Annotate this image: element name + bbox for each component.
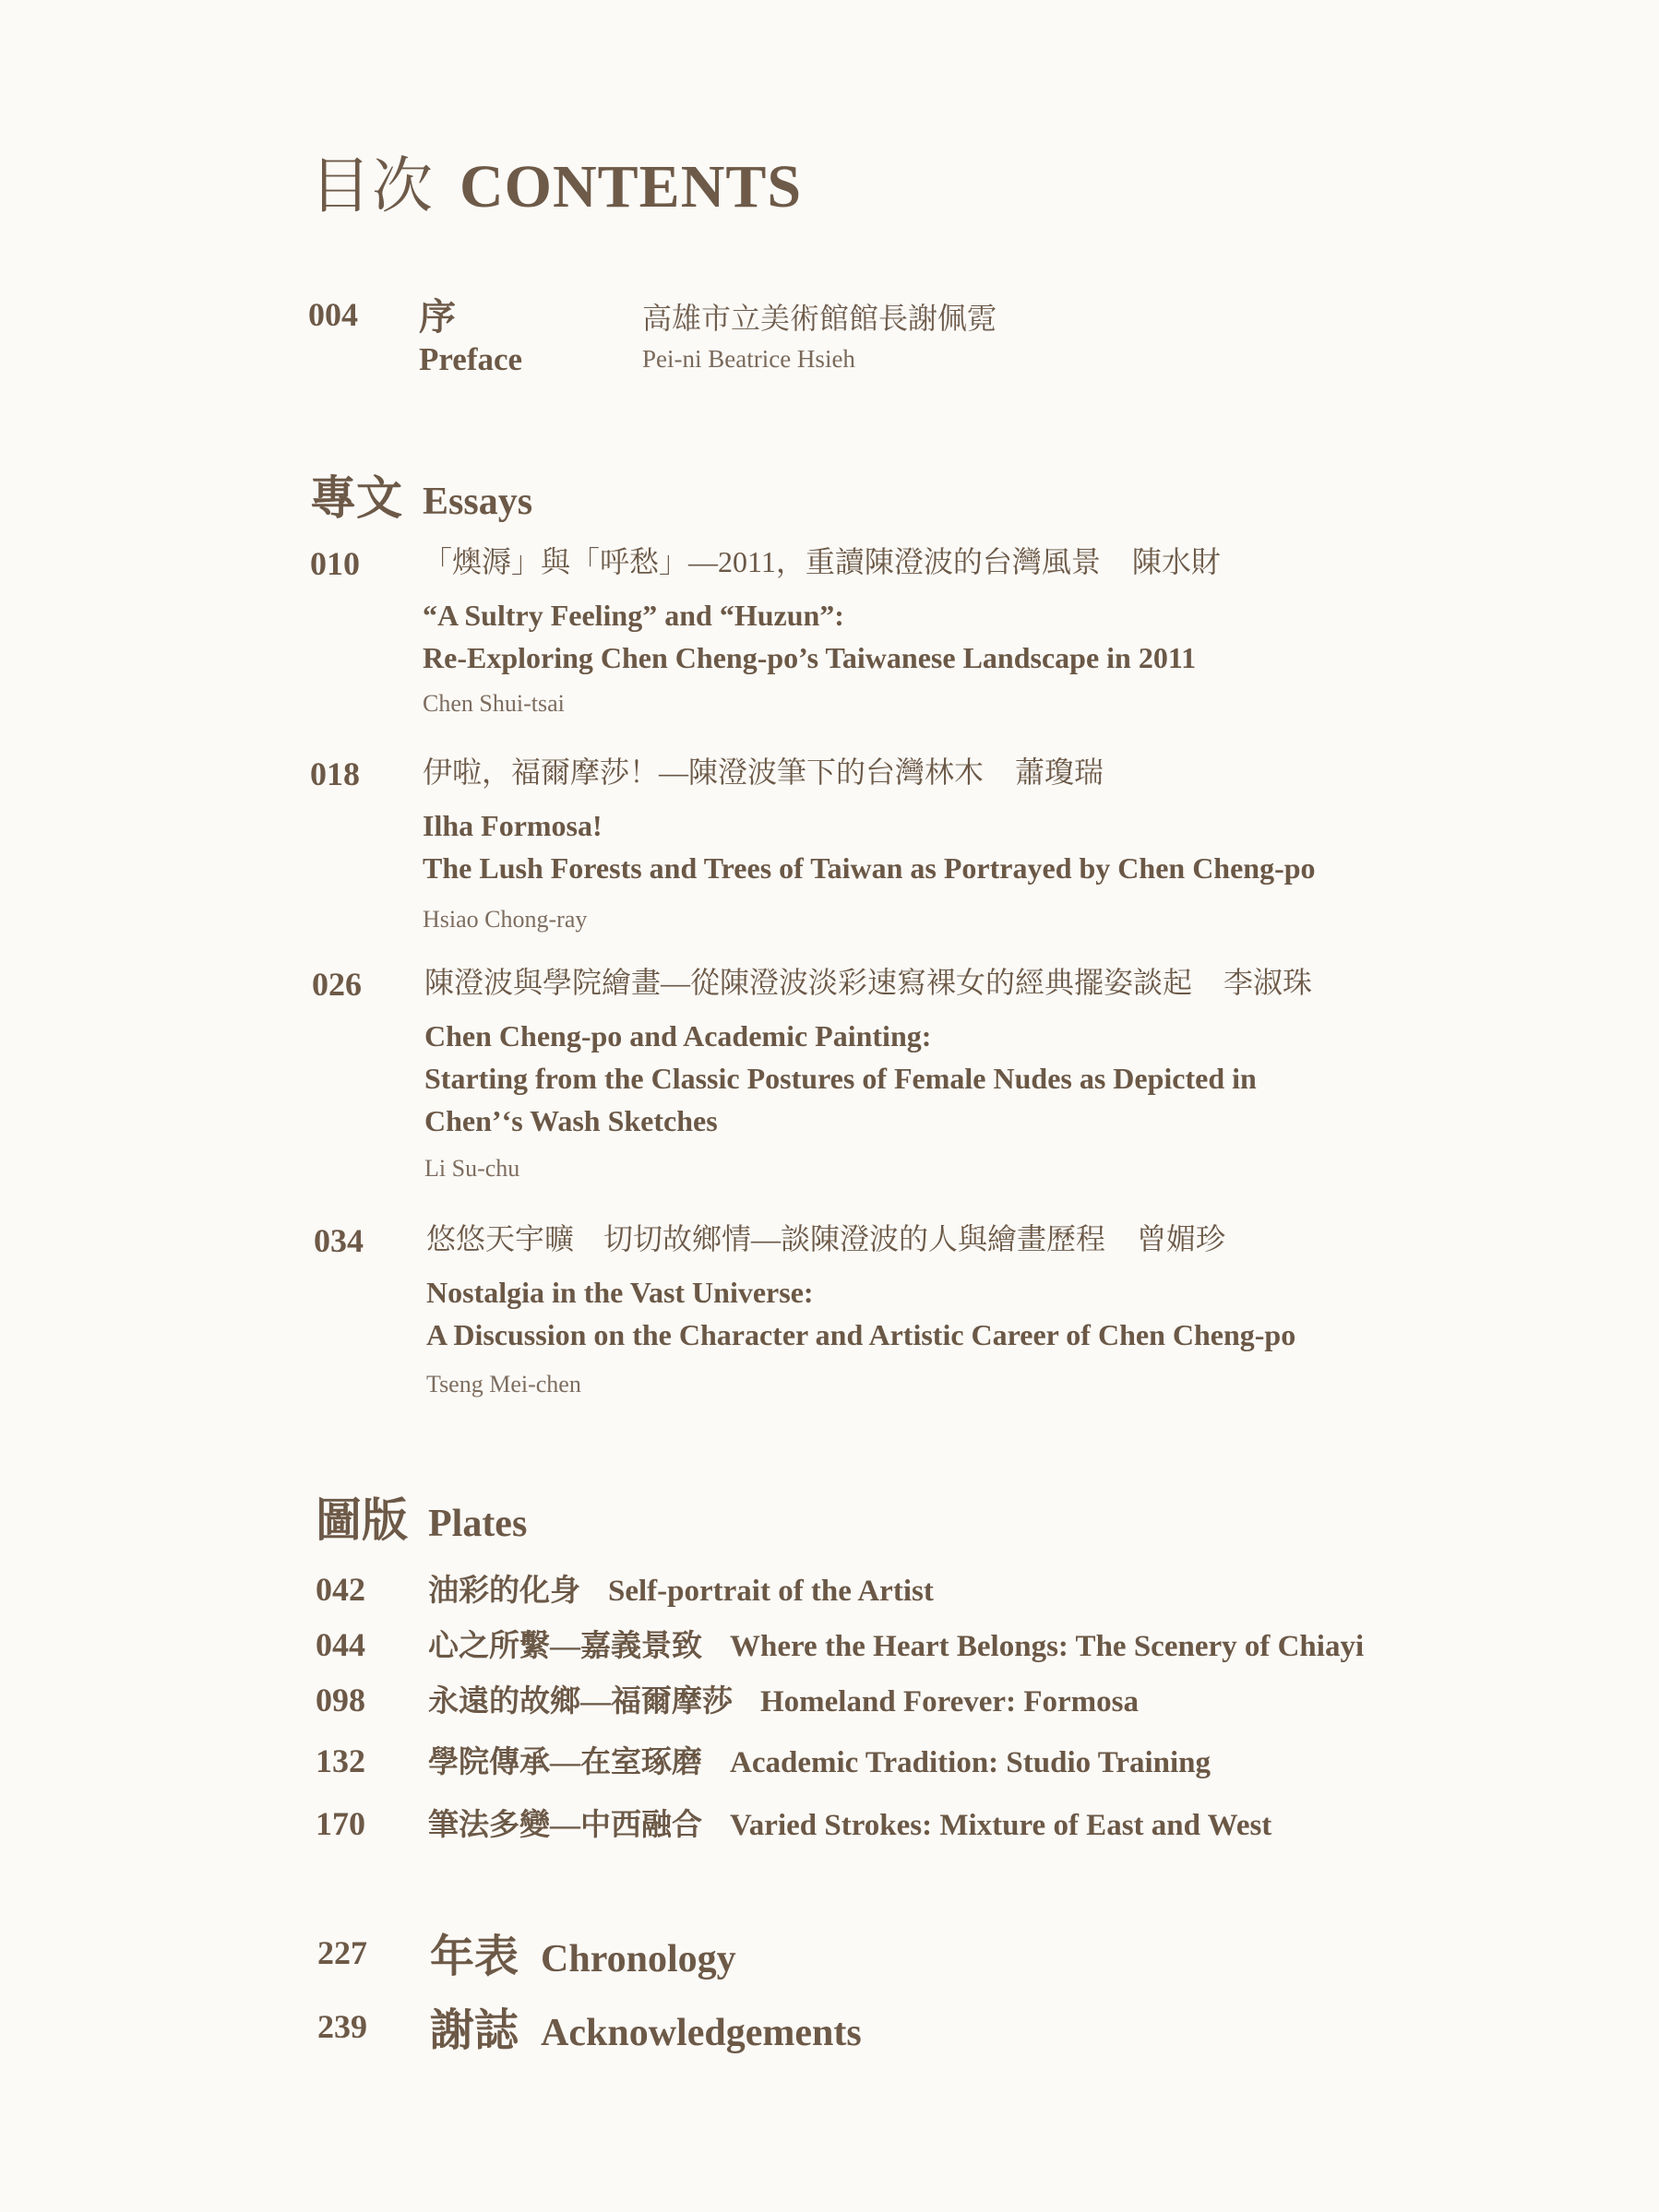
essay-title-en: Nostalgia in the Vast Universe: A Discussion on the Character and Artistic Career of Chen Cheng-po [426,1276,1296,1351]
essay-title-zh: 悠悠天宇曠 切切故鄉情—談陳澄波的人與繪畫歷程 曾媚珍 [426,1222,1226,1255]
author-en: Pei-ni Beatrice Hsieh [642,345,855,373]
plate-title: 筆法多變—中西融合 Varied Strokes: Mixture of East and West [428,1809,1272,1842]
plate-title: 永遠的故鄉—福爾摩莎 Homeland Forever: Formosa [428,1685,1139,1718]
page-number: 034 [314,1222,364,1259]
page-number: 170 [316,1805,365,1842]
page-number: 010 [310,545,360,582]
author-zh: 陳水財 [1131,545,1221,578]
author-zh: 蕭瓊瑞 [1015,755,1104,789]
author-en: Hsiao Chong-ray [423,906,588,933]
plate-title: 心之所繫—嘉義景致 Where the Heart Belongs: The Scenery of Chiayi [428,1630,1365,1663]
author-en: Chen Shui-tsai [423,690,565,717]
page-number: 042 [316,1571,365,1608]
section-heading-plates: 圖版 Plates [316,1494,528,1546]
entry-title-en: Preface [419,341,523,377]
author-zh: 曾媚珍 [1137,1222,1226,1255]
entry-title-zh: 序 [419,296,456,338]
page-title: 目次 CONTENTS [310,153,803,220]
essay-title-en: “A Sultry Feeling” and “Huzun”: Re-Exploring Chen Cheng-po’s Taiwanese Landscape in 2011 [423,599,1197,674]
author-en: Li Su-chu [424,1155,520,1182]
page-number: 098 [316,1682,365,1718]
essay-title-en: Ilha Formosa! The Lush Forests and Trees of Taiwan as Portrayed by Chen Cheng-po [423,809,1316,885]
page-number: 004 [308,296,358,333]
page-number: 132 [316,1742,365,1779]
page-number: 227 [317,1934,367,1971]
page-number: 026 [312,966,362,1003]
page-number: 044 [316,1626,365,1663]
page-number: 018 [310,755,360,792]
author-en: Tseng Mei-chen [426,1371,581,1397]
section-heading-essays: 專文 Essays [310,472,533,524]
author-zh: 李淑珠 [1223,966,1313,999]
entry-title: 年表 Chronology [430,1933,736,1981]
essay-title-zh: 伊啦，福爾摩莎！—陳澄波筆下的台灣林木 蕭瓊瑞 [423,755,1104,789]
author-zh: 高雄市立美術館館長謝佩霓 [642,302,997,335]
essay-title-zh: 「燠溽」與「呼愁」—2011，重讀陳澄波的台灣風景 陳水財 [423,545,1221,578]
plate-title: 學院傳承—在室琢磨 Academic Tradition: Studio Training [428,1746,1211,1779]
page-number: 239 [317,2008,367,2045]
essay-title-en: Chen Cheng-po and Academic Painting: Starting from the Classic Postures of Female Nudes as Depicted in Chen’‘s Wash Sketches [424,1019,1257,1137]
essay-title-zh: 陳澄波與學院繪畫—從陳澄波淡彩速寫裸女的經典擺姿談起 李淑珠 [424,966,1313,999]
plate-title: 油彩的化身 Self-portrait of the Artist [428,1575,934,1608]
entry-title: 謝誌 Acknowledgements [430,2006,862,2055]
